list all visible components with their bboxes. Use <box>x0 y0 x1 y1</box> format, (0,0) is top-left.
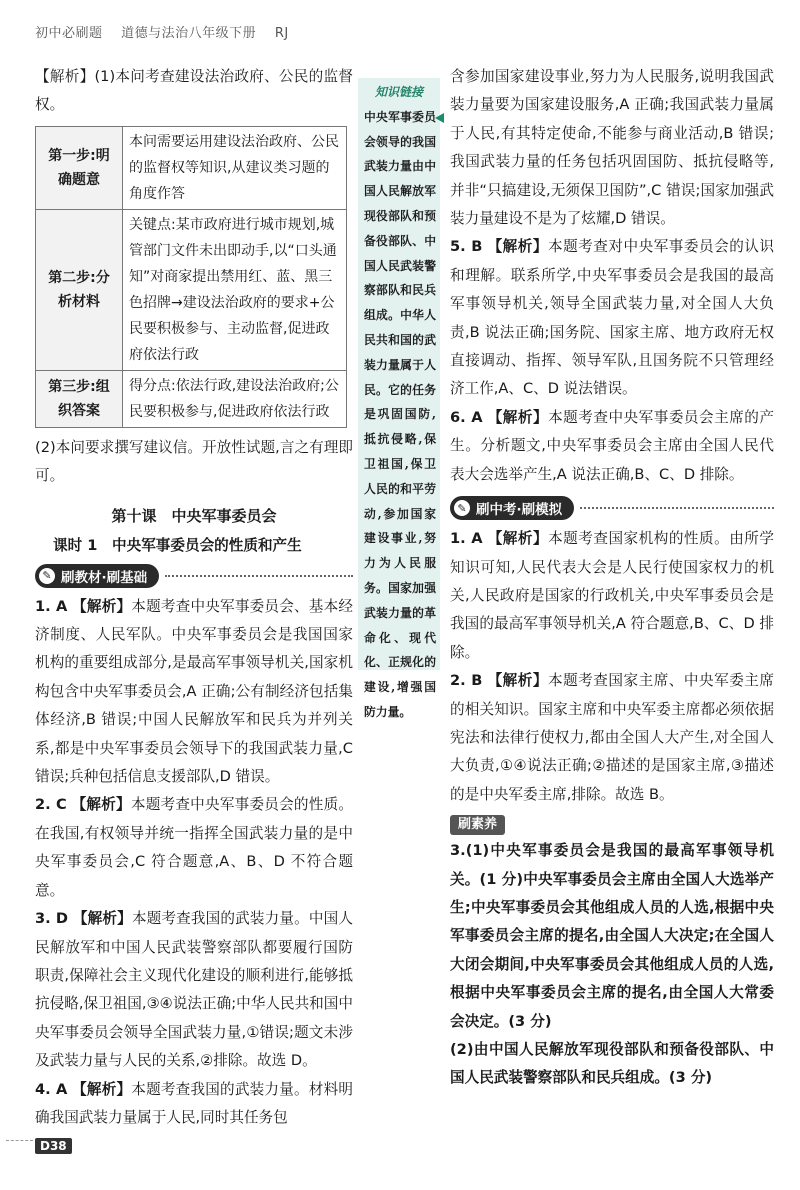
answer-number: 1. A <box>450 530 483 548</box>
analysis-label: 【解析】 <box>487 238 548 256</box>
banner-badge <box>450 496 574 520</box>
analysis-label: 【解析】 <box>487 408 549 426</box>
banner-rule <box>580 507 774 509</box>
step-row <box>36 126 347 209</box>
pointer-arrow-icon <box>435 113 444 123</box>
answer-number: 2. B <box>450 672 483 690</box>
section-banner <box>35 563 353 589</box>
answer-item <box>450 837 774 1036</box>
brush-section <box>450 813 774 835</box>
answer-text: (1)中央军事委员会是我国的最高军事领导机关。(1 分)中央军事委员会主席由全国人大选举产生;中央军事委员会其他组成人员的人选,根据中央军事委员会主席的提名,由全国人大决定;在全国人大闭会期间,中央军事委员会其他组成人员的人选,根据中央军事委员会主席的提名,由全国人大常委会决定。(3 分) <box>450 842 774 1030</box>
book-title: 初中必刷题 <box>35 26 103 41</box>
lesson-title: 第十课 中央军事委员会 <box>111 506 277 525</box>
sidebar-title: 知识链接 <box>374 85 423 99</box>
answer-item <box>450 667 774 809</box>
answer-text: 本题考查国家主席、中央军委主席的相关知识。国家主席和中央军委主席都必须依据宪法和法律行使权力,都由全国人大产生,对全国人大负责,①④说法正确;②描述的是国家主席,③描述的是中央军委主席,排除。故选 B。 <box>450 672 774 803</box>
running-header <box>35 22 303 41</box>
step-row <box>36 370 347 427</box>
answer-text: 本题考查我国的武装力量。中国人民解放军和中国人民武装警察部队都要履行国防职责,保障社会主义现代化建设的顺利进行,能够抵抗侵略,保卫祖国,③④说法正确;中华人民共和国中央军事委员会领导全国武装力量,①错误;题文未涉及武装力量与人民的关系,②排除。故选 D。 <box>35 910 353 1070</box>
edition-label: RJ <box>274 26 289 41</box>
answer-number: 4. A <box>35 1080 68 1098</box>
knowledge-link-sidebar <box>358 78 440 719</box>
step-key: 第二步:分析材料 <box>36 209 123 370</box>
answer-text: 本题考查我国的武装力量。材料明确我国武装力量属于人民,同时其任务包 <box>35 1080 353 1126</box>
answer-item <box>450 404 774 489</box>
answer-text: 本题考查中央军事委员会的性质。在我国,有权领导并统一指挥全国武装力量的是中央军事委员会,C 符合题意,A、B、D 不符合题意。 <box>35 796 353 899</box>
answer-number: 2. C <box>35 796 67 814</box>
step-key: 第一步:明确题意 <box>36 126 123 209</box>
banner-rule <box>165 575 353 577</box>
step-text: 得分点:依法行政,建设法治政府;公民要积极参与,促进政府依法行政 <box>123 370 347 427</box>
analysis-label: 【解析】 <box>72 1080 132 1098</box>
analysis-label: 【解析】 <box>71 796 131 814</box>
sidebar-text: 中央军事委员会领导的我国武装力量由中国人民解放军现役部队和预备役部队、中国人民武装警察部队和民兵组成。中华人民共和国的武装力量属于人民。它的任务是巩固国防,抵抗侵略,保卫祖国,保卫人民的和平劳动,参加国家建设事业,努力为人民服务。国家加强武装力量的革命化、现代化、正规化的建设,增强国防力量。 <box>364 109 436 719</box>
answer-continuation: 含参加国家建设事业,努力为人民服务,说明我国武装力量要为国家建设服务,A 正确;我国武装力量属于人民,有其特定使命,不能参与商业活动,B 错误;我国武装力量的任务包括巩固国防、抵抗侵略等,并非“只搞建设,无须保卫国防”,C 错误;国家加强武装力量建设不是为了炫耀,D 错误。 <box>450 68 774 228</box>
analysis-label: 【解析】 <box>487 672 548 690</box>
analysis-intro: 【解析】(1)本问考查建设法治政府、公民的监督权。 <box>35 68 353 114</box>
page-number: D38 <box>35 1138 72 1154</box>
left-column <box>35 63 353 1132</box>
analysis-label: 【解析】 <box>487 530 549 548</box>
answer-text: 本题考查中央军事委员会主席的产生。分析题文,中央军事委员会主席由全国人民代表大会选举产生,A 说法正确,B、C、D 排除。 <box>450 408 774 483</box>
answer-item <box>35 905 353 1075</box>
step-text: 关键点:某市政府进行城市规划,城管部门文件未出即动手,以“口头通知”对商家提出禁用红、蓝、黑三色招牌→建设法治政府的要求+公民要积极参与、主动监督,促进政府依法行政 <box>123 209 347 370</box>
banner-badge <box>35 564 159 588</box>
answer-item <box>35 791 353 905</box>
step-row <box>36 209 347 370</box>
answer-item <box>35 593 353 792</box>
brush-label: 刷素养 <box>450 815 505 835</box>
section-title: 课时 1 中央军事委员会的性质和产生 <box>53 536 302 554</box>
right-column <box>450 63 774 1093</box>
step-key: 第三步:组织答案 <box>36 370 123 427</box>
step-text: 本问需要运用建设法治政府、公民的监督权等知识,从建议类习题的角度作答 <box>123 126 347 209</box>
answer-text: 本题考查对中央军事委员会的认识和理解。联系所学,中央军事委员会是我国的最高军事领导机关,领导全国武装力量,对全国人大负责,B 说法正确;国务院、国家主席、地方政府无权直接调动、指挥、领导军队,且国务院不只管理经济工作,A、C、D 说法错误。 <box>450 238 774 398</box>
answer-item <box>450 233 774 403</box>
analysis-label: 【解析】 <box>72 597 132 615</box>
answer-item <box>35 1076 353 1133</box>
answer-text-part2: (2)由中国人民解放军现役部队和预备役部队、中国人民武装警察部队和民兵组成。(3 分) <box>450 1041 774 1087</box>
pen-icon: ✎ <box>454 500 470 516</box>
part2-text: (2)本问要求撰写建议信。开放性试题,言之有理即可。 <box>35 438 353 485</box>
banner-label: 刷中考·刷模拟 <box>476 502 563 519</box>
section-banner <box>450 495 774 521</box>
answer-item <box>450 525 774 667</box>
analysis-label: 【解析】 <box>72 910 132 928</box>
answer-number: 6. A <box>450 408 483 426</box>
answer-number: 5. B <box>450 238 483 256</box>
answer-number: 3. D <box>35 910 69 928</box>
answer-text: 本题考查中央军事委员会、基本经济制度、人民军队。中央军事委员会是我国国家机构的重要组成部分,是最高军事领导机关,国家机构包含中央军事委员会,A 正确;公有制经济包括集体经济,B 错误;中国人民解放军和民兵为并列关系,都是中央军事委员会领导下的我国武装力量,C 错误;兵种包括信息支援部队,D 错误。 <box>35 597 353 786</box>
page-rule <box>6 1140 33 1141</box>
answer-number: 3. <box>450 842 466 860</box>
answer-text: 本题考查国家机构的性质。由所学知识可知,人民代表大会是人民行使国家权力的机关,人民政府是国家的行政机关,中央军事委员会是我国的最高军事领导机关,A 符合题意,B、C、D 排除。 <box>450 530 774 661</box>
answer-number: 1. A <box>35 597 68 615</box>
steps-table <box>35 126 347 428</box>
pen-icon: ✎ <box>39 568 55 584</box>
banner-label: 刷教材·刷基础 <box>61 569 148 586</box>
subject-title: 道德与法治八年级下册 <box>121 26 257 41</box>
